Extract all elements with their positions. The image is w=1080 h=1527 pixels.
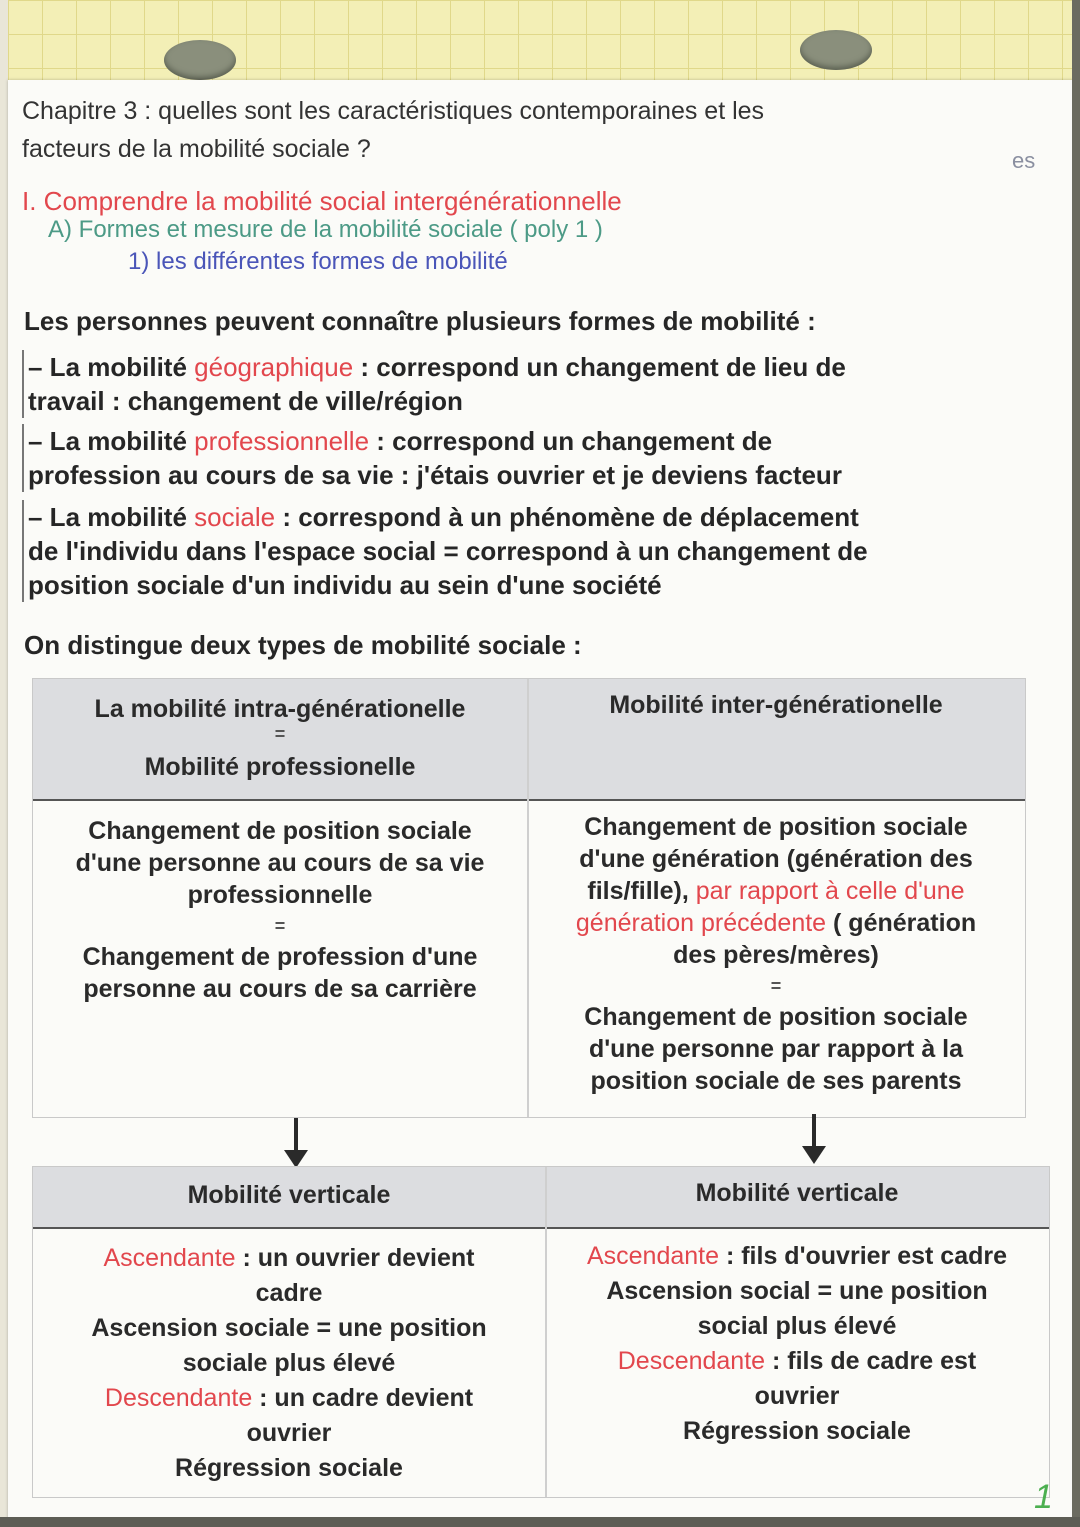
bullet-geographique: – La mobilité géographique : correspond un changement de lieu de travail : changement de ville/région [22, 350, 846, 418]
section-heading-1: 1) les différentes formes de mobilité [128, 248, 508, 275]
chapter-title-line: Chapitre 3 : quelles sont les caractéristiques contemporaines et les [22, 97, 765, 125]
cell-vertical-left: Ascendante : un ouvrier devient cadre Ascension sociale = une position sociale plus élevé Descendante : un cadre devient ouvrier Régression sociale [91, 1244, 487, 1482]
grid-paper-strip [8, 0, 1074, 92]
header-intra: La mobilité intra-générationelle = Mobilité professionelle [94, 695, 466, 781]
cell-inter-definition: Changement de position sociale d'une génération (génération des fils/fille), par rapport à celle d'une génération précédente ( génération des pères/mères) = Changement de position sociale d'une personne par rapport à la position sociale de ses parents [575, 813, 977, 1095]
chapter-title [22, 92, 764, 168]
keyword: professionnelle [194, 426, 370, 456]
down-arrow-icon [294, 1118, 298, 1154]
section-heading-A: A) Formes et mesure de la mobilité sociale ( poly 1 ) [48, 216, 603, 243]
page-number: 1 [1034, 1478, 1053, 1516]
vertical-mobility-table [32, 1166, 1050, 1498]
punch-hole [164, 40, 236, 80]
keyword: sociale [194, 502, 276, 532]
cell-intra-definition: Changement de position sociale d'une personne au cours de sa vie professionnelle = Changement de profession d'une personne au cours de sa carrière [75, 817, 485, 1003]
header-inter: Mobilité inter-générationelle [609, 691, 943, 719]
keyword: géographique [194, 352, 354, 382]
intro-line: Les personnes peuvent connaître plusieurs formes de mobilité : [24, 306, 816, 336]
page-edge [1072, 0, 1080, 1527]
down-arrow-icon [812, 1114, 816, 1150]
chapter-title-line: facteurs de la mobilité sociale ? [22, 135, 371, 163]
bullet-sociale: – La mobilité sociale : correspond à un phénomène de déplacement de l'individu dans l'espace social = correspond à un changement de position sociale d'un individu au sein d'une société [22, 500, 868, 602]
side-note: es [1012, 148, 1036, 173]
header-vertical-right: Mobilité verticale [695, 1179, 899, 1207]
section-heading-I: I. Comprendre la mobilité social intergénérationnelle [22, 186, 622, 216]
bullet-professionnelle: – La mobilité professionnelle : correspond un changement de profession au cours de sa vie : j'étais ouvrier et je deviens facteur [22, 424, 842, 492]
punch-hole [800, 30, 872, 70]
mobility-types-table [32, 678, 1026, 1118]
types-intro-line: On distingue deux types de mobilité sociale : [24, 630, 582, 660]
header-vertical-left: Mobilité verticale [187, 1181, 391, 1209]
cell-vertical-right: Ascendante : fils d'ouvrier est cadre Ascension social = une position social plus élevé Descendante : fils de cadre est ouvrier Régression sociale [586, 1242, 1008, 1445]
page-bottom-edge [0, 1517, 1080, 1527]
